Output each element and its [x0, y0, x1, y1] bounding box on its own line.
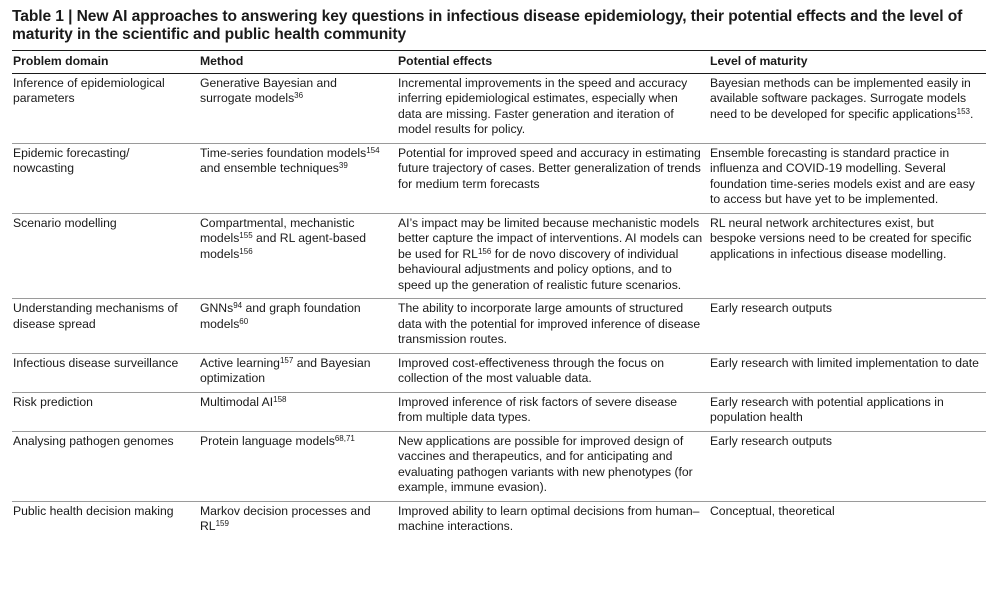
- cell-maturity: Early research with potential applications in population health: [709, 392, 986, 431]
- cell-method: [199, 392, 397, 431]
- citation: 60: [239, 316, 249, 326]
- cell-domain: Understanding mechanisms of disease spread: [12, 299, 199, 354]
- cell-domain: Infectious disease surveillance: [12, 353, 199, 392]
- method-text: Multimodal AI: [200, 394, 274, 409]
- cell-maturity: Conceptual, theoretical: [710, 503, 835, 518]
- cell-method: [199, 353, 397, 392]
- method-text: and Bayesian optimization: [200, 355, 371, 385]
- table-title: [12, 8, 986, 44]
- method-text: and RL agent-based models: [200, 231, 367, 261]
- table-row: [12, 213, 986, 299]
- method-text: GNNs: [200, 301, 234, 315]
- citation: 39: [338, 161, 348, 170]
- method-text: Protein language models: [200, 433, 335, 448]
- cell-domain: Public health decision making: [13, 503, 174, 518]
- cell-effects: Incremental improvements in the speed and accuracy inferring epidemiological estimates, especially when data are missing. Faster generation and iteration of model results for policy.: [397, 73, 709, 143]
- table-row: [12, 501, 986, 540]
- method-text: Compartmental, mechanistic models: [200, 215, 355, 245]
- header-row: [12, 51, 986, 73]
- method-text: Time-series foundation models: [200, 145, 367, 160]
- citation: 154: [366, 145, 380, 155]
- table-row: [12, 143, 986, 213]
- method-text: Active learning: [200, 355, 280, 370]
- cell-domain: Epidemic forecasting/ nowcasting: [12, 143, 199, 213]
- citation: 158: [273, 394, 287, 404]
- method-text: and graph foundation models: [200, 301, 361, 331]
- cell-effects: Improved inference of risk factors of severe disease from multiple data types.: [397, 392, 709, 431]
- header-level-of-maturity: Level of maturity: [709, 51, 986, 73]
- cell-method: [199, 431, 397, 501]
- cell-effects: Potential for improved speed and accuracy in estimating future trajectory of cases. Better generalization of trends for medium term forecasts: [397, 143, 709, 213]
- cell-maturity: Ensemble forecasting is standard practice in influenza and COVID-19 modelling. Several foundation time-series models exist and are easy to access but have yet to be implemented.: [709, 143, 986, 213]
- citation: 155: [239, 231, 253, 240]
- cell-method: [199, 143, 397, 213]
- cell-domain: Analysing pathogen genomes: [12, 431, 199, 501]
- cell-maturity: Early research with limited implementation to date: [709, 353, 986, 392]
- table-row: [12, 431, 986, 501]
- table-title-text: New AI approaches to answering key questions in infectious disease epidemiology, their potential effects and the level of maturity in the scientific and public health community: [12, 8, 963, 43]
- cell-maturity: Early research outputs: [709, 431, 986, 501]
- method-text: Generative Bayesian and surrogate models: [200, 75, 337, 105]
- cell-method: [199, 501, 397, 540]
- cell-effects: Improved cost-effectiveness through the focus on collection of the most valuable data.: [397, 353, 709, 392]
- citation: 36: [294, 91, 304, 100]
- cell-domain: Scenario modelling: [12, 213, 199, 299]
- table-row: [12, 299, 986, 354]
- citation: 156: [239, 246, 253, 256]
- effects-text: for de novo discovery of individual behavioural adjustments and policy options, and to speed up the generation of realistic future scenarios.: [398, 246, 682, 292]
- method-text: Markov decision processes and RL: [200, 503, 371, 533]
- method-text: and ensemble techniques: [200, 161, 339, 175]
- maturity-end: .: [969, 106, 974, 121]
- maturity-text: Bayesian methods can be implemented easily in available software packages. Surrogate models need to be developed for specific applications: [710, 75, 971, 121]
- citation: 157: [279, 355, 294, 365]
- citation: 94: [233, 301, 243, 310]
- cell-method: [199, 299, 397, 354]
- table-row: [12, 392, 986, 431]
- cell-effects: The ability to incorporate large amounts of structured data with the potential for improved inference of disease transmission routes.: [397, 299, 709, 354]
- header-problem-domain: Problem domain: [12, 51, 199, 73]
- table-number: Table 1 |: [12, 8, 73, 25]
- citation: 156: [477, 246, 492, 256]
- header-method: Method: [199, 51, 397, 73]
- cell-maturity: RL neural network architectures exist, but bespoke versions need to be created for specific applications in infectious disease modelling.: [709, 213, 986, 299]
- table-row: [12, 353, 986, 392]
- cell-effects: [397, 213, 709, 299]
- cell-domain: Risk prediction: [12, 392, 199, 431]
- cell-effects: Improved ability to learn optimal decisions from human–machine interactions.: [398, 503, 700, 533]
- cell-domain: Inference of epidemiological parameters: [12, 73, 199, 143]
- header-potential-effects: Potential effects: [397, 51, 709, 73]
- citation: 159: [215, 519, 229, 528]
- citation: 153: [956, 106, 970, 116]
- epidemiology-ai-table: [12, 51, 986, 540]
- cell-maturity: [709, 73, 986, 143]
- cell-effects: New applications are possible for improved design of vaccines and therapeutics, and for anticipating and evaluating pathogen variants with new phenotypes (for example, immune evasion).: [397, 431, 709, 501]
- cell-maturity: Early research outputs: [709, 299, 986, 354]
- effects-text: AI’s impact may be limited because mechanistic models better capture the impact of interventions. AI models can be used for RL: [398, 215, 703, 261]
- table-row: [12, 73, 986, 143]
- cell-method: [199, 73, 397, 143]
- cell-method: [199, 213, 397, 299]
- citation: 68,71: [334, 433, 355, 443]
